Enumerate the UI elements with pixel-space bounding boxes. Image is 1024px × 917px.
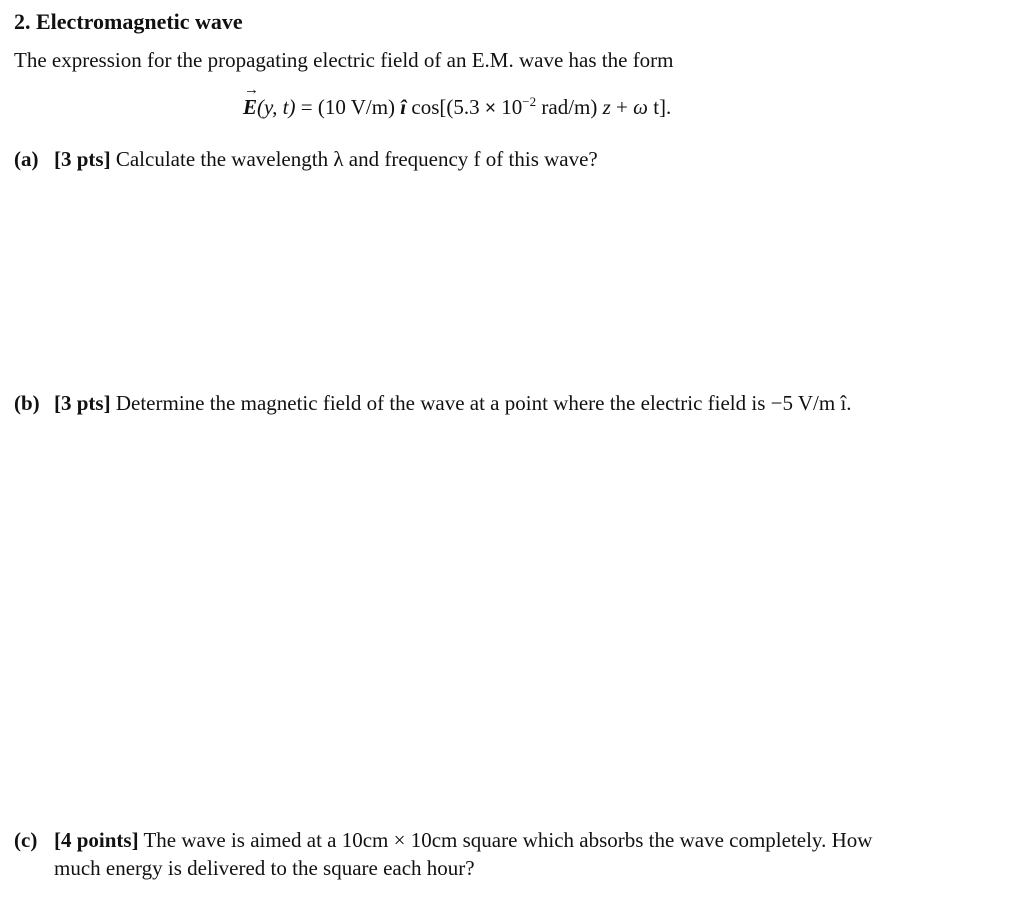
part-c-text-line2: much energy is delivered to the square each hour? bbox=[54, 856, 475, 880]
problem-heading: 2. Electromagnetic wave bbox=[14, 9, 243, 34]
part-a-text: Calculate the wavelength λ and frequency f of this wave? bbox=[115, 147, 598, 171]
equation-amplitude: = (10 V/m) bbox=[295, 95, 401, 119]
equation-base: 10 bbox=[501, 95, 523, 119]
equation-wavenumber-unit: rad/m) bbox=[536, 95, 603, 119]
equation-z: z bbox=[602, 95, 611, 119]
part-b-text: Determine the magnetic field of the wave at a point where the electric field is −5 V/m î. bbox=[115, 391, 852, 415]
electric-field-equation bbox=[243, 82, 672, 120]
question-part-a bbox=[14, 145, 598, 173]
problem-intro: The expression for the propagating electric field of an E.M. wave has the form bbox=[14, 48, 674, 72]
part-c-marker: (c) bbox=[14, 828, 38, 852]
equation-cos-open: cos[(5.3 bbox=[406, 95, 480, 119]
equation-tail: t]. bbox=[647, 95, 672, 119]
equation-exponent: −2 bbox=[522, 94, 537, 109]
vector-e bbox=[243, 82, 259, 120]
equation-omega: ω bbox=[633, 95, 648, 119]
equation-args: (y, t) bbox=[257, 95, 296, 119]
part-a-marker: (a) bbox=[14, 147, 39, 171]
part-c-text-line1: The wave is aimed at a 10cm × 10cm square which absorbs the wave completely. How bbox=[143, 828, 873, 852]
question-part-c bbox=[14, 826, 1004, 882]
times-symbol: × bbox=[479, 98, 502, 119]
unit-vector-i: î bbox=[400, 95, 407, 119]
equation-plus: + bbox=[610, 95, 634, 119]
part-a-points: [3 pts] bbox=[54, 147, 111, 171]
vector-arrow-icon: → bbox=[244, 82, 259, 98]
part-c-points: [4 points] bbox=[54, 828, 139, 852]
part-b-marker: (b) bbox=[14, 391, 40, 415]
vector-e-symbol: E bbox=[243, 95, 258, 119]
part-b-points: [3 pts] bbox=[54, 391, 111, 415]
question-part-b bbox=[14, 389, 852, 417]
